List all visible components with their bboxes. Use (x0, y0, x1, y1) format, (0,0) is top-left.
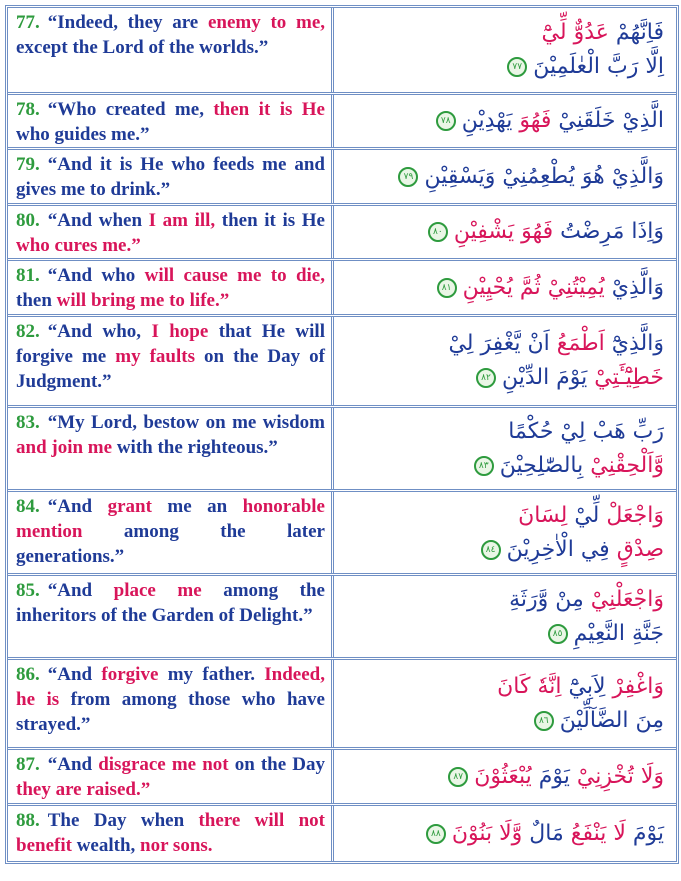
verse-row (8, 660, 676, 750)
arabic-line (344, 16, 664, 50)
verse-row (8, 492, 676, 576)
arabic-segment: وَّلَا بَنُوْنَ (451, 820, 523, 846)
translation-segment: there will not benefit (16, 810, 325, 856)
arabic-segment: لِاَبِيْٓ (561, 673, 606, 699)
verse-number: 86. (16, 664, 40, 685)
translation-segment: enemy to me, (207, 12, 325, 33)
english-translation (8, 261, 334, 314)
english-translation (8, 750, 334, 803)
ayah-end-marker-icon: ٨٣ (474, 456, 494, 476)
verse-table (5, 5, 679, 864)
translation-segment: on the Day of Judgment.” (16, 346, 325, 392)
arabic-segment: يَوْمَ (531, 763, 570, 789)
arabic-text (334, 492, 676, 573)
translation-segment: “Who created me, (47, 99, 214, 120)
english-translation (8, 408, 334, 489)
translation-segment: among the inheritors of the Garden of Delight.” (16, 580, 325, 626)
translation-segment: place me (113, 580, 202, 601)
ayah-end-marker-icon: ٨٤ (481, 540, 501, 560)
ayah-end-marker-icon: ٨٥ (548, 624, 568, 644)
arabic-segment: يُمِيْتُنِيْ ثُمَّ يُحْيِيْنِ (462, 274, 605, 300)
ayah-end-marker-icon: ٨٦ (534, 711, 554, 731)
arabic-segment: رَبِّ هَبْ لِيْ حُكْمًا (508, 418, 664, 444)
verse-number: 87. (16, 754, 40, 775)
arabic-segment: وَاِذَا مَرِضْتُ (553, 219, 664, 244)
arabic-text (334, 408, 676, 489)
arabic-segment: وَالَّذِيْ هُوَ يُطْعِمُنِيْ وَيَسْقِيْنِ (424, 163, 664, 189)
translation-segment: I am ill, (148, 210, 216, 231)
arabic-text (334, 206, 676, 258)
arabic-segment: عَدُوٌّ لِّيْٓ (541, 20, 609, 45)
arabic-segment: يَوْمَ (625, 820, 664, 846)
arabic-segment: مَالٌ (522, 820, 564, 846)
verse-number: 80. (16, 210, 40, 231)
english-translation (8, 660, 334, 747)
translation-segment: Indeed, he is (16, 664, 325, 710)
arabic-line (344, 760, 664, 794)
verse-row (8, 95, 676, 150)
verse-row (8, 150, 676, 206)
arabic-segment: فِي الْاٰخِرِيْنَ (506, 536, 610, 562)
translation-segment: “My Lord, bestow on me wisdom (47, 412, 325, 433)
ayah-end-marker-icon: ٧٨ (436, 111, 456, 131)
translation-segment: my faults (115, 346, 195, 367)
arabic-segment: يَوْمَ الدِّيْنِ (501, 365, 588, 390)
ayah-end-marker-icon: ٧٧ (507, 57, 527, 77)
translation-segment: and join me (16, 437, 113, 458)
verse-row (8, 576, 676, 660)
translation-segment: The Day when (47, 810, 199, 831)
arabic-segment: اَطْمَعُ (556, 331, 605, 356)
translation-segment: “And who, (47, 321, 152, 342)
arabic-line (344, 617, 664, 651)
verse-number: 81. (16, 265, 40, 286)
arabic-text (334, 576, 676, 657)
translation-segment: then (16, 290, 57, 311)
translation-segment: “And (47, 754, 99, 775)
arabic-segment: وَالَّذِيْٓ (604, 331, 664, 356)
translation-segment: “And who (47, 265, 145, 286)
verse-number: 77. (16, 12, 40, 33)
translation-segment: from among those who have strayed.” (16, 689, 325, 735)
arabic-segment: فَهُوَ (512, 108, 552, 133)
translation-segment: honorable mention (16, 496, 325, 542)
ayah-end-marker-icon: ٧٩ (398, 167, 418, 187)
arabic-text (334, 95, 676, 147)
arabic-text (334, 660, 676, 747)
arabic-segment: فَهُوَ يَشْفِيْنِ (453, 219, 554, 244)
translation-segment: among the later generations.” (16, 521, 325, 567)
translation-segment: will cause me to die, (144, 265, 325, 286)
translation-segment: “And (47, 664, 102, 685)
translation-segment: my father. (158, 664, 265, 685)
translation-segment: me an (151, 496, 243, 517)
verse-number: 88. (16, 810, 40, 831)
arabic-segment: اِنَّهٗ كَانَ (497, 673, 562, 699)
arabic-segment: وَاجْعَلْنِيْ (583, 586, 664, 612)
verse-row (8, 261, 676, 317)
arabic-line (344, 670, 664, 704)
english-translation (8, 8, 334, 92)
arabic-text (334, 806, 676, 861)
english-translation (8, 806, 334, 861)
ayah-end-marker-icon: ٨٧ (448, 767, 468, 787)
arabic-segment: يَهْدِيْنِ (461, 108, 513, 133)
ayah-end-marker-icon: ٨٢ (476, 368, 496, 388)
arabic-line (344, 449, 664, 483)
arabic-segment: لَا يَنْفَعُ (563, 820, 626, 846)
verse-row (8, 8, 676, 95)
arabic-line (344, 104, 664, 138)
arabic-segment: مِنَ الضَّآلِّيْنَ (559, 707, 664, 733)
arabic-segment: فَاِنَّهُمْ (608, 20, 664, 45)
arabic-segment: وَالَّذِيْ (604, 274, 664, 300)
translation-segment: they are raised.” (16, 779, 151, 800)
arabic-segment: وَلَا تُخْزِنِيْ (569, 763, 664, 789)
verse-number: 85. (16, 580, 40, 601)
translation-segment: forgive (101, 664, 159, 685)
verse-row (8, 750, 676, 806)
arabic-line (344, 583, 664, 617)
translation-segment: on the Day (228, 754, 325, 775)
translation-segment: who guides me.” (16, 124, 150, 145)
arabic-segment: لِّيْ (567, 502, 600, 528)
translation-segment: “And when (47, 210, 149, 231)
arabic-segment: وَّاَلْحِقْنِيْ (583, 452, 664, 478)
translation-segment: that He will forgive me (16, 321, 325, 367)
arabic-text (334, 261, 676, 314)
translation-segment: “And it is He who feeds me and gives me to drink.” (16, 154, 325, 200)
arabic-line (344, 415, 664, 449)
verse-number: 79. (16, 154, 40, 175)
translation-segment: with the righteous.” (112, 437, 278, 458)
arabic-line (344, 327, 664, 361)
arabic-segment: بِالصّٰلِحِيْنَ (499, 452, 584, 478)
verse-number: 83. (16, 412, 40, 433)
arabic-line (344, 215, 664, 249)
arabic-segment: جَنَّةِ النَّعِيْمِ (573, 620, 664, 646)
verse-row (8, 206, 676, 261)
arabic-segment: اِلَّا رَبَّ الْعٰلَمِيْنَ (533, 54, 664, 79)
arabic-line (344, 499, 664, 533)
arabic-line (344, 704, 664, 738)
arabic-segment: وَاجْعَلْ (599, 502, 664, 528)
translation-segment: “Indeed, they are (47, 12, 208, 33)
ayah-end-marker-icon: ٨١ (437, 278, 457, 298)
translation-segment: nor sons. (140, 835, 213, 856)
arabic-segment: اَنْ يَّغْفِرَ لِيْ (448, 331, 557, 356)
verse-row (8, 806, 676, 861)
arabic-segment: لِسَانَ (518, 502, 568, 528)
ayah-end-marker-icon: ٨٠ (428, 222, 448, 242)
english-translation (8, 95, 334, 147)
translation-segment: “And (47, 580, 114, 601)
translation-segment: except the Lord of the worlds.” (16, 37, 269, 58)
arabic-segment: الَّذِيْ خَلَقَنِيْ (551, 108, 664, 133)
translation-segment: will bring me to life.” (56, 290, 230, 311)
ayah-end-marker-icon: ٨٨ (426, 824, 446, 844)
verse-row (8, 408, 676, 492)
english-translation (8, 150, 334, 203)
translation-segment: I hope (151, 321, 209, 342)
verse-number: 84. (16, 496, 40, 517)
arabic-text (334, 317, 676, 405)
arabic-line (344, 50, 664, 84)
arabic-segment: خَطِيْٓـَٔتِيْ (587, 365, 664, 390)
translation-segment: wealth, (71, 835, 141, 856)
english-translation (8, 576, 334, 657)
arabic-line (344, 533, 664, 567)
arabic-line (344, 271, 664, 305)
translation-segment: then it is He (213, 99, 325, 120)
translation-segment: disgrace me not (98, 754, 229, 775)
verse-row (8, 317, 676, 408)
english-translation (8, 492, 334, 573)
translation-segment: who cures me.” (16, 235, 141, 256)
translation-segment: grant (107, 496, 152, 517)
arabic-line (344, 817, 664, 851)
arabic-line (344, 361, 664, 395)
arabic-line (344, 160, 664, 194)
arabic-text (334, 150, 676, 203)
arabic-segment: صِدْقٍ (609, 536, 664, 562)
english-translation (8, 317, 334, 405)
translation-segment: “And (47, 496, 108, 517)
translation-segment: then it is He (215, 210, 325, 231)
verse-number: 78. (16, 99, 40, 120)
arabic-segment: وَاغْفِرْ (605, 673, 664, 699)
arabic-text (334, 8, 676, 92)
verse-number: 82. (16, 321, 40, 342)
arabic-segment: يُبْعَثُوْنَ (474, 763, 532, 789)
english-translation (8, 206, 334, 258)
arabic-segment: مِنْ وَّرَثَةِ (509, 586, 584, 612)
arabic-text (334, 750, 676, 803)
